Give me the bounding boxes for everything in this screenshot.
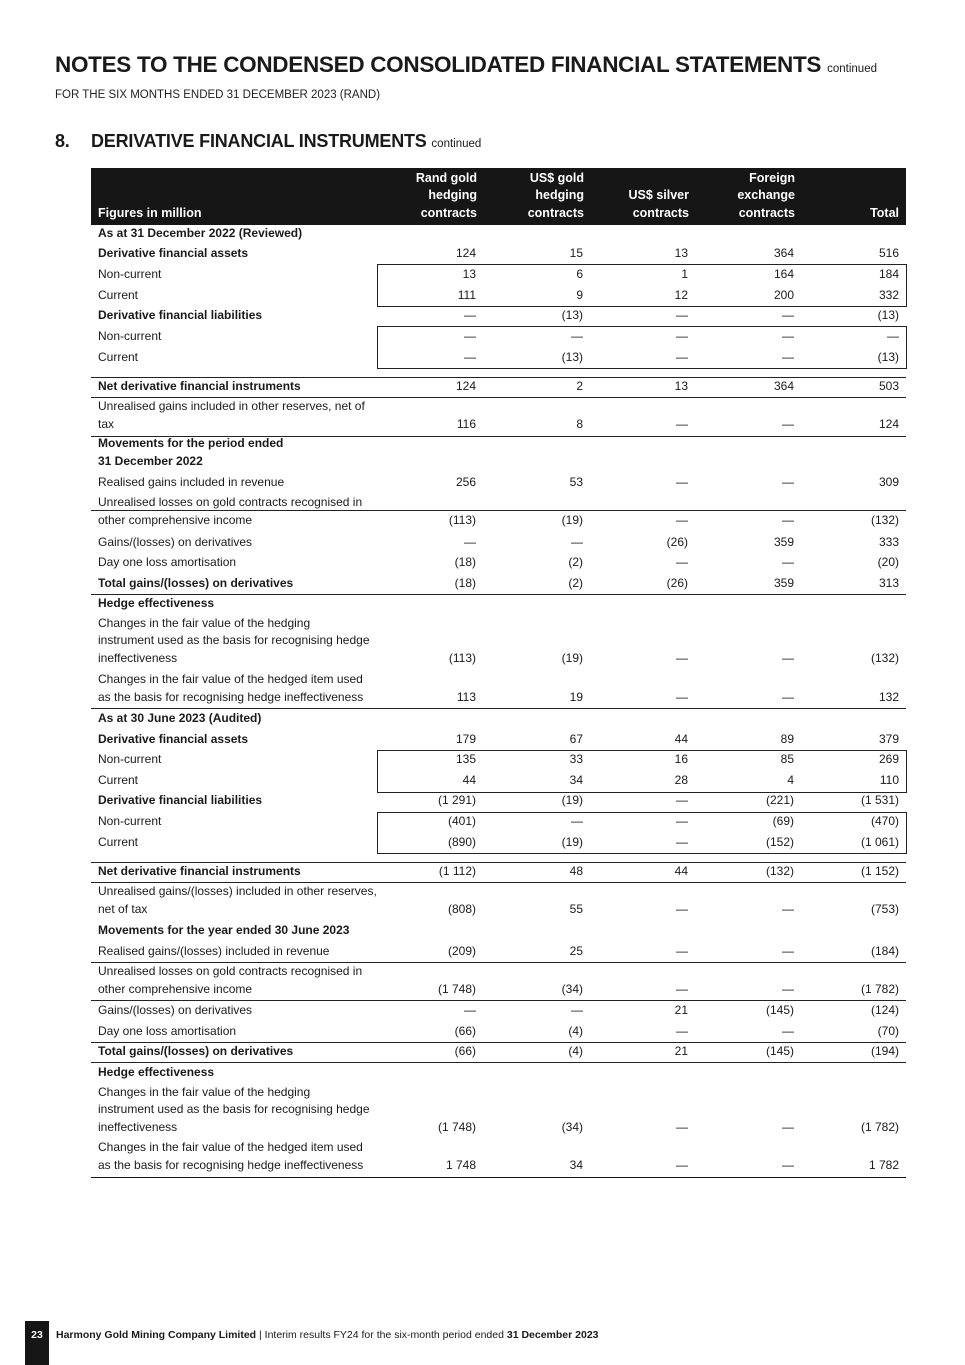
row-label: Movements for the period ended 31 December 2022	[98, 436, 284, 468]
column-header-label: Figures in million	[98, 205, 202, 220]
row-label: Day one loss amortisation	[98, 554, 237, 569]
row-value: —	[676, 1023, 688, 1038]
row-value: (13)	[877, 349, 899, 364]
table-row	[98, 378, 899, 396]
row-label: Net derivative financial instruments	[98, 863, 301, 878]
subtotal-box	[377, 326, 907, 369]
table-rule	[91, 1177, 906, 1178]
page-title: NOTES TO THE CONDENSED CONSOLIDATED FINANCIAL STATEMENTS continued	[55, 52, 877, 77]
row-value: 111	[457, 287, 476, 302]
table-rule	[91, 510, 906, 511]
row-value: (470)	[870, 813, 899, 828]
table-header	[91, 168, 906, 225]
row-value: 8	[576, 416, 583, 431]
table-row	[98, 1084, 899, 1137]
row-value: 184	[878, 266, 899, 281]
row-label: Derivative financial assets	[98, 245, 249, 260]
row-value: (1 061)	[860, 834, 899, 849]
row-value: —	[676, 512, 688, 527]
row-value: (4)	[568, 1043, 583, 1058]
row-label: Derivative financial liabilities	[98, 307, 263, 322]
row-label: Hedge effectiveness	[98, 1064, 215, 1079]
row-value: 269	[878, 751, 899, 766]
row-value: —	[782, 650, 794, 665]
row-value: 13	[674, 378, 688, 393]
table-row	[98, 792, 899, 810]
row-value: —	[464, 534, 476, 549]
row-value: (2)	[568, 554, 583, 569]
row-value: 85	[780, 751, 794, 766]
row-value: (19)	[561, 792, 583, 807]
section-heading: 8. DERIVATIVE FINANCIAL INSTRUMENTS continued	[55, 131, 482, 151]
row-value: (753)	[870, 901, 899, 916]
row-value: —	[782, 901, 794, 916]
row-value: (19)	[561, 834, 583, 849]
row-value: —	[676, 901, 688, 916]
row-value: 364	[773, 245, 794, 260]
row-value: —	[676, 1119, 688, 1134]
row-label: Changes in the fair value of the hedged item used as the basis for recognising hedge ineffectiveness	[98, 672, 364, 704]
row-label: Current	[98, 287, 139, 302]
subtotal-box	[377, 750, 907, 793]
row-value: 332	[878, 287, 899, 302]
row-value: —	[782, 1119, 794, 1134]
row-value: (19)	[561, 650, 583, 665]
row-label: Changes in the fair value of the hedging instrument used as the basis for recognising hedge ineffectiveness	[98, 1084, 370, 1134]
table-row	[98, 671, 899, 706]
table-rule	[91, 882, 906, 883]
row-value: (124)	[870, 1002, 899, 1017]
row-value: —	[887, 328, 899, 343]
table-row	[98, 1023, 899, 1041]
table-row	[98, 883, 899, 918]
table-row	[98, 943, 899, 961]
row-value: (1 531)	[860, 792, 899, 807]
column-header-usd-gold: US$ gold hedging contracts	[527, 170, 584, 220]
row-value: —	[782, 349, 794, 364]
row-value: —	[676, 813, 688, 828]
row-value: 132	[878, 689, 899, 704]
row-value: 53	[569, 474, 583, 489]
row-value: (4)	[568, 1023, 583, 1038]
row-label: Hedge effectiveness	[98, 595, 215, 610]
row-value: —	[676, 328, 688, 343]
row-label: Movements for the year ended 30 June 2023	[98, 922, 350, 937]
table-row	[98, 554, 899, 572]
row-value: —	[676, 1157, 688, 1172]
row-value: 164	[773, 266, 794, 281]
table-row	[98, 615, 899, 668]
row-value: 44	[674, 731, 688, 746]
table-row	[98, 534, 899, 552]
row-label: Derivative financial liabilities	[98, 792, 263, 807]
row-value: —	[782, 328, 794, 343]
row-value: 503	[878, 378, 899, 393]
table-row	[98, 435, 899, 470]
row-value: 2	[576, 378, 583, 393]
row-value: —	[676, 943, 688, 958]
row-value: (70)	[877, 1023, 899, 1038]
row-label: Current	[98, 834, 139, 849]
column-header-fx: Foreign exchange contracts	[737, 170, 795, 220]
row-value: 67	[569, 731, 583, 746]
row-label: Gains/(losses) on derivatives	[98, 534, 253, 549]
table-rule	[91, 708, 906, 709]
row-label: Non-current	[98, 751, 162, 766]
row-value: 21	[674, 1043, 688, 1058]
table-row	[98, 225, 899, 243]
table-rule	[91, 397, 906, 398]
row-value: (113)	[448, 650, 476, 665]
row-value: —	[464, 349, 476, 364]
row-value: (1 748)	[437, 981, 476, 996]
row-value: 110	[879, 772, 899, 787]
row-value: 1 782	[868, 1157, 899, 1172]
row-label: Realised gains/(losses) included in revenue	[98, 943, 330, 958]
row-value: —	[782, 981, 794, 996]
row-value: (18)	[454, 575, 476, 590]
table-rule	[91, 377, 906, 378]
row-value: 333	[878, 534, 899, 549]
row-value: 34	[569, 1157, 583, 1172]
row-value: —	[676, 834, 688, 849]
row-value: (13)	[877, 307, 899, 322]
row-value: (221)	[765, 792, 794, 807]
row-value: 55	[569, 901, 583, 916]
row-label: Non-current	[98, 813, 162, 828]
row-value: —	[676, 981, 688, 996]
row-value: (1 782)	[860, 981, 899, 996]
row-value: (18)	[454, 554, 476, 569]
table-rule	[91, 1042, 906, 1043]
row-value: (13)	[561, 349, 583, 364]
row-value: —	[464, 328, 476, 343]
row-value: —	[782, 689, 794, 704]
row-value: —	[782, 512, 794, 527]
row-label: As at 31 December 2022 (Reviewed)	[98, 225, 303, 240]
row-value: (69)	[772, 813, 794, 828]
row-value: —	[676, 307, 688, 322]
table-rule	[91, 436, 906, 437]
row-value: 48	[569, 863, 583, 878]
row-value: 313	[878, 575, 899, 590]
row-value: (66)	[454, 1023, 476, 1038]
row-value: 44	[674, 863, 688, 878]
table-row	[98, 710, 899, 728]
row-value: 16	[674, 751, 688, 766]
row-value: (145)	[765, 1002, 794, 1017]
row-value: 256	[455, 474, 476, 489]
table-rule	[91, 594, 906, 595]
row-value: 359	[773, 575, 794, 590]
row-value: (19)	[561, 512, 583, 527]
row-value: —	[676, 416, 688, 431]
row-label: Unrealised gains included in other reserves, net of tax	[98, 399, 365, 431]
row-label: Realised gains included in revenue	[98, 474, 285, 489]
row-value: (66)	[454, 1043, 476, 1058]
row-value: —	[676, 474, 688, 489]
row-value: —	[782, 554, 794, 569]
table-row	[98, 1064, 899, 1082]
row-value: 113	[456, 689, 476, 704]
row-value: (890)	[447, 834, 476, 849]
row-value: 89	[780, 731, 794, 746]
row-value: 34	[569, 772, 583, 787]
table-row	[98, 863, 899, 881]
row-value: (20)	[877, 554, 899, 569]
row-value: 4	[787, 772, 794, 787]
table-row	[98, 307, 899, 325]
table-rule	[91, 962, 906, 963]
row-value: 44	[462, 772, 476, 787]
table-row	[98, 731, 899, 749]
row-value: —	[464, 1002, 476, 1017]
row-label: Current	[98, 772, 139, 787]
table-row	[98, 595, 899, 613]
row-value: —	[676, 349, 688, 364]
page-subtitle: FOR THE SIX MONTHS ENDED 31 DECEMBER 2023 (RAND)	[55, 89, 381, 101]
row-value: 516	[878, 245, 899, 260]
table-row	[98, 1002, 899, 1020]
row-value: 124	[455, 378, 476, 393]
column-header-usd-silver: US$ silver contracts	[628, 188, 689, 220]
row-label: Unrealised gains/(losses) included in other reserves, net of tax	[98, 884, 377, 916]
table-row	[98, 1139, 899, 1174]
row-label: Changes in the fair value of the hedged item used as the basis for recognising hedge ineffectiveness	[98, 1140, 364, 1172]
table-row	[98, 963, 899, 998]
table-rule	[91, 1062, 906, 1063]
column-header-rand-gold: Rand gold hedging contracts	[415, 170, 477, 220]
row-value: 200	[773, 287, 794, 302]
row-label: Total gains/(losses) on derivatives	[98, 1043, 294, 1058]
row-value: —	[571, 1002, 583, 1017]
table-row	[98, 922, 899, 940]
row-label: Total gains/(losses) on derivatives	[98, 575, 294, 590]
row-value: (1 291)	[437, 792, 476, 807]
row-value: (401)	[447, 813, 476, 828]
row-label: As at 30 June 2023 (Audited)	[98, 710, 262, 725]
row-value: 379	[878, 731, 899, 746]
column-header-total: Total	[870, 205, 899, 220]
row-value: (132)	[870, 512, 899, 527]
row-value: 1 748	[445, 1157, 476, 1172]
row-value: (808)	[447, 901, 476, 916]
row-value: 28	[674, 772, 688, 787]
table-rule	[91, 1000, 906, 1001]
row-value: —	[782, 1157, 794, 1172]
row-value: (145)	[765, 1043, 794, 1058]
row-value: —	[464, 307, 476, 322]
table-row	[98, 474, 899, 492]
table-row	[98, 398, 899, 433]
row-label: Changes in the fair value of the hedging instrument used as the basis for recognising hedge ineffectiveness	[98, 615, 370, 665]
row-value: (184)	[870, 943, 899, 958]
row-value: —	[676, 689, 688, 704]
row-label: Gains/(losses) on derivatives	[98, 1002, 253, 1017]
row-value: 179	[455, 731, 476, 746]
row-value: 124	[878, 416, 899, 431]
row-label: Unrealised losses on gold contracts recognised in other comprehensive income	[98, 495, 363, 527]
row-value: 309	[878, 474, 899, 489]
row-value: —	[782, 943, 794, 958]
row-value: —	[571, 813, 583, 828]
table-row	[98, 245, 899, 263]
row-value: (1 152)	[860, 863, 899, 878]
row-value: —	[676, 554, 688, 569]
row-value: (152)	[765, 834, 794, 849]
row-value: (209)	[447, 943, 476, 958]
row-value: (113)	[448, 512, 476, 527]
page-number: 23	[25, 1321, 49, 1365]
row-label: Non-current	[98, 328, 162, 343]
row-value: 359	[773, 534, 794, 549]
row-value: (26)	[666, 575, 688, 590]
row-value: —	[782, 307, 794, 322]
row-value: —	[676, 792, 688, 807]
row-value: 19	[569, 689, 583, 704]
row-value: (26)	[666, 534, 688, 549]
row-value: (1 782)	[860, 1119, 899, 1134]
row-value: (132)	[765, 863, 794, 878]
table-rule	[91, 862, 906, 863]
row-value: 15	[569, 245, 583, 260]
row-value: (1 748)	[437, 1119, 476, 1134]
row-value: —	[571, 328, 583, 343]
row-value: —	[571, 534, 583, 549]
row-value: (132)	[870, 650, 899, 665]
row-value: (34)	[561, 981, 583, 996]
row-value: 25	[569, 943, 583, 958]
row-value: 1	[681, 266, 688, 281]
row-value: (1 112)	[438, 863, 476, 878]
row-value: (13)	[561, 307, 583, 322]
row-value: 13	[674, 245, 688, 260]
subtotal-box	[377, 812, 907, 854]
row-label: Derivative financial assets	[98, 731, 249, 746]
row-label: Unrealised losses on gold contracts recognised in other comprehensive income	[98, 964, 363, 996]
row-label: Current	[98, 349, 139, 364]
table-row	[98, 494, 899, 529]
row-value: 12	[674, 287, 688, 302]
row-value: 364	[773, 378, 794, 393]
row-value: —	[782, 1023, 794, 1038]
row-label: Day one loss amortisation	[98, 1023, 237, 1038]
row-value: (194)	[870, 1043, 899, 1058]
row-value: 116	[456, 416, 476, 431]
row-value: 124	[455, 245, 476, 260]
row-value: (34)	[561, 1119, 583, 1134]
row-value: (2)	[568, 575, 583, 590]
row-value: 13	[462, 266, 476, 281]
table-row	[98, 1043, 899, 1061]
table-row	[98, 575, 899, 593]
row-label: Non-current	[98, 266, 162, 281]
row-value: —	[676, 650, 688, 665]
row-value: 6	[576, 266, 583, 281]
row-value: 33	[569, 751, 583, 766]
row-value: —	[782, 474, 794, 489]
row-value: 135	[455, 751, 476, 766]
row-label: Net derivative financial instruments	[98, 378, 301, 393]
row-value: —	[782, 416, 794, 431]
subtotal-box	[377, 264, 907, 307]
row-value: 21	[674, 1002, 688, 1017]
row-value: 9	[576, 287, 583, 302]
